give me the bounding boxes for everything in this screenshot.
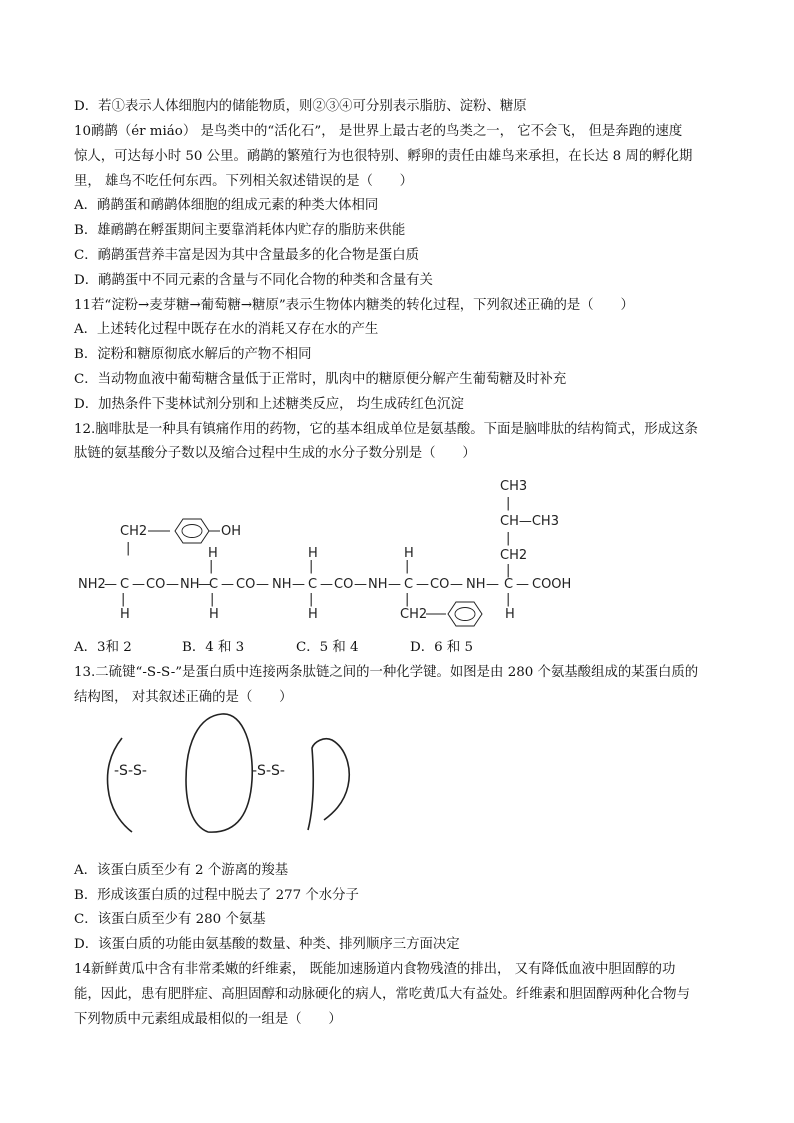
bar-top-3: | (405, 559, 410, 574)
dash: — (166, 577, 179, 592)
dash: — (104, 577, 117, 592)
chain-ch3-top: CH3 (500, 479, 528, 494)
carbonyl-3: CO (334, 577, 354, 592)
q12-stem-line-1: 12.脑啡肽是一种具有镇痛作用的药物，它的基本组成单位是氨基酸。下面是脑啡肽的结构简式，形成这条 (74, 422, 698, 437)
dash: — (486, 577, 499, 592)
dash: — (388, 577, 401, 592)
benzene-ring-icon (175, 519, 209, 543)
benzene-ring-icon (448, 602, 482, 626)
bar-bottom-5: | (506, 592, 511, 607)
q11-option-c: C．当动物血液中葡萄糖含量低于正常时，肌肉中的糖原便分解产生葡萄糖及时补充 (74, 372, 567, 387)
q13-option-a: A．该蛋白质至少有 2 个游离的羧基 (74, 863, 289, 878)
chain-bar-1: | (506, 496, 511, 511)
dash: — (516, 577, 529, 592)
alpha-carbon-2: C (209, 577, 219, 592)
q10-stem-line-3: 里， 雄鸟不吃任何东西。下列相关叙述错误的是（ ） (74, 174, 414, 189)
q10-stem-line-1: 10鸸鹋（ér miáo） 是鸟类中的“活化石”， 是世界上最古老的鸟类之一， 它不会飞， 但是奔跑的速度 (74, 124, 683, 139)
bar-top-1: | (209, 559, 214, 574)
dash: — (292, 577, 305, 592)
chain-ch2-bottom: CH2 (400, 607, 428, 622)
hydroxyl-group: OH (221, 524, 242, 539)
chain-ch2-right: CH2 (500, 548, 528, 563)
q11-stem: 11若“淀粉→麦芽糖→葡萄糖→糖原”表示生物体内糖类的转化过程，下列叙述正确的是（ ） (74, 298, 634, 313)
q14-stem-line-3: 下列物质中元素组成最相似的一组是（ ） (74, 1012, 342, 1027)
q11-option-b: B．淀粉和糖原彻底水解后的产物不相同 (74, 347, 312, 362)
q13-stem-line-2: 结构图， 对其叙述正确的是（ ） (74, 690, 293, 705)
dash: — (416, 577, 429, 592)
h-top-1: H (208, 546, 218, 561)
q13-option-b: B．形成该蛋白质的过程中脱去了 277 个水分子 (74, 888, 359, 903)
q13-option-c: C．该蛋白质至少有 280 个氨基 (74, 912, 266, 927)
imino-2: NH (272, 577, 292, 592)
alpha-carbon-4: C (404, 577, 414, 592)
dash: — (320, 577, 333, 592)
q13-stem-line-1: 13.二硫键“-S-S-”是蛋白质中连接两条肽链之间的一种化学键。如图是由 280 个氨基酸组成的某蛋白质的 (74, 665, 699, 680)
dash: — (198, 577, 211, 592)
q10-stem-line-2: 惊人，可达每小时 50 公里。鸸鹋的繁殖行为也很特别、孵卵的责任由雄鸟来承担，在长达 8 周的孵化期 (74, 149, 693, 164)
chain-ch-ch3: CH—CH3 (500, 514, 559, 529)
bar-bottom-3: | (309, 592, 314, 607)
carboxyl-group: COOH (532, 577, 572, 592)
chain-ch2-left: CH2 (120, 524, 148, 539)
q10-option-d: D．鸸鹋蛋中不同元素的含量与不同化合物的种类和含量有关 (74, 273, 433, 288)
q14-stem-line-1: 14新鲜黄瓜中含有非常柔嫩的纤维素， 既能加速肠道内食物残渣的排出， 又有降低血液中胆固醇的功 (74, 962, 676, 977)
carbonyl-1: CO (146, 577, 166, 592)
q12-option-a: A．3和 2 (74, 640, 132, 655)
q10-option-b: B．雄鸸鹋在孵蛋期间主要靠消耗体内贮存的脂肪来供能 (74, 223, 406, 238)
q10-option-c: C．鸸鹋蛋营养丰富是因为其中含量最多的化合物是蛋白质 (74, 248, 420, 263)
chain-bar-4: | (126, 541, 131, 556)
bar-bottom-4: | (405, 592, 410, 607)
h-bottom-5: H (505, 607, 515, 622)
dash: — (354, 577, 367, 592)
h-top-2: H (308, 546, 318, 561)
bar-bottom-2: | (210, 592, 215, 607)
chain-bar-3: | (506, 563, 511, 578)
chain-bar-2: | (506, 531, 511, 546)
disulfide-bond-left: -S-S- (114, 763, 147, 779)
bar-top-2: | (309, 559, 314, 574)
alpha-carbon-1: C (120, 577, 130, 592)
h-bottom-1: H (120, 607, 130, 622)
h-top-3: H (404, 546, 414, 561)
peptide-chain-right (308, 739, 349, 830)
disulfide-bond-right: -S-S- (252, 763, 285, 779)
protein-structure-diagram (100, 708, 370, 843)
dash: — (450, 577, 463, 592)
peptide-chain-left (108, 738, 132, 832)
h-bottom-2: H (209, 607, 219, 622)
q13-option-d: D．该蛋白质的功能由氨基酸的数量、种类、排列顺序三方面决定 (74, 937, 460, 952)
carbonyl-4: CO (430, 577, 450, 592)
q9-option-d: D．若①表示人体细胞内的储能物质，则②③④可分别表示脂肪、淀粉、糖原 (74, 99, 527, 114)
bar-bottom-1: | (121, 592, 126, 607)
q11-option-d: D．加热条件下斐林试剂分别和上述糖类反应， 均生成砖红色沉淀 (74, 397, 464, 412)
alpha-carbon-3: C (308, 577, 318, 592)
amino-group: NH2 (78, 577, 106, 592)
alpha-carbon-5: C (504, 577, 514, 592)
dash: — (132, 577, 145, 592)
q11-option-a: A．上述转化过程中既存在水的消耗又存在水的产生 (74, 322, 379, 337)
carbonyl-2: CO (236, 577, 256, 592)
imino-4: NH (466, 577, 486, 592)
enkephalin-structure-diagram (70, 470, 590, 630)
peptide-chain-middle (186, 714, 252, 832)
q12-option-b: B．4 和 3 (182, 640, 245, 655)
q12-option-c: C．5 和 4 (296, 640, 359, 655)
imino-3: NH (368, 577, 388, 592)
q12-stem-line-2: 肽链的氨基酸分子数以及缩合过程中生成的水分子数分别是（ ） (74, 446, 476, 461)
q12-option-d: D．6 和 5 (410, 640, 474, 655)
dash: — (221, 577, 234, 592)
q10-option-a: A．鸸鹋蛋和鸸鹋体细胞的组成元素的种类大体相同 (74, 198, 379, 213)
h-bottom-3: H (308, 607, 318, 622)
q14-stem-line-2: 能，因此，患有肥胖症、高胆固醇和动脉硬化的病人，常吃黄瓜大有益处。纤维素和胆固醇两种化合物与 (74, 987, 690, 1002)
imino-1: NH (180, 577, 200, 592)
dash: — (256, 577, 269, 592)
